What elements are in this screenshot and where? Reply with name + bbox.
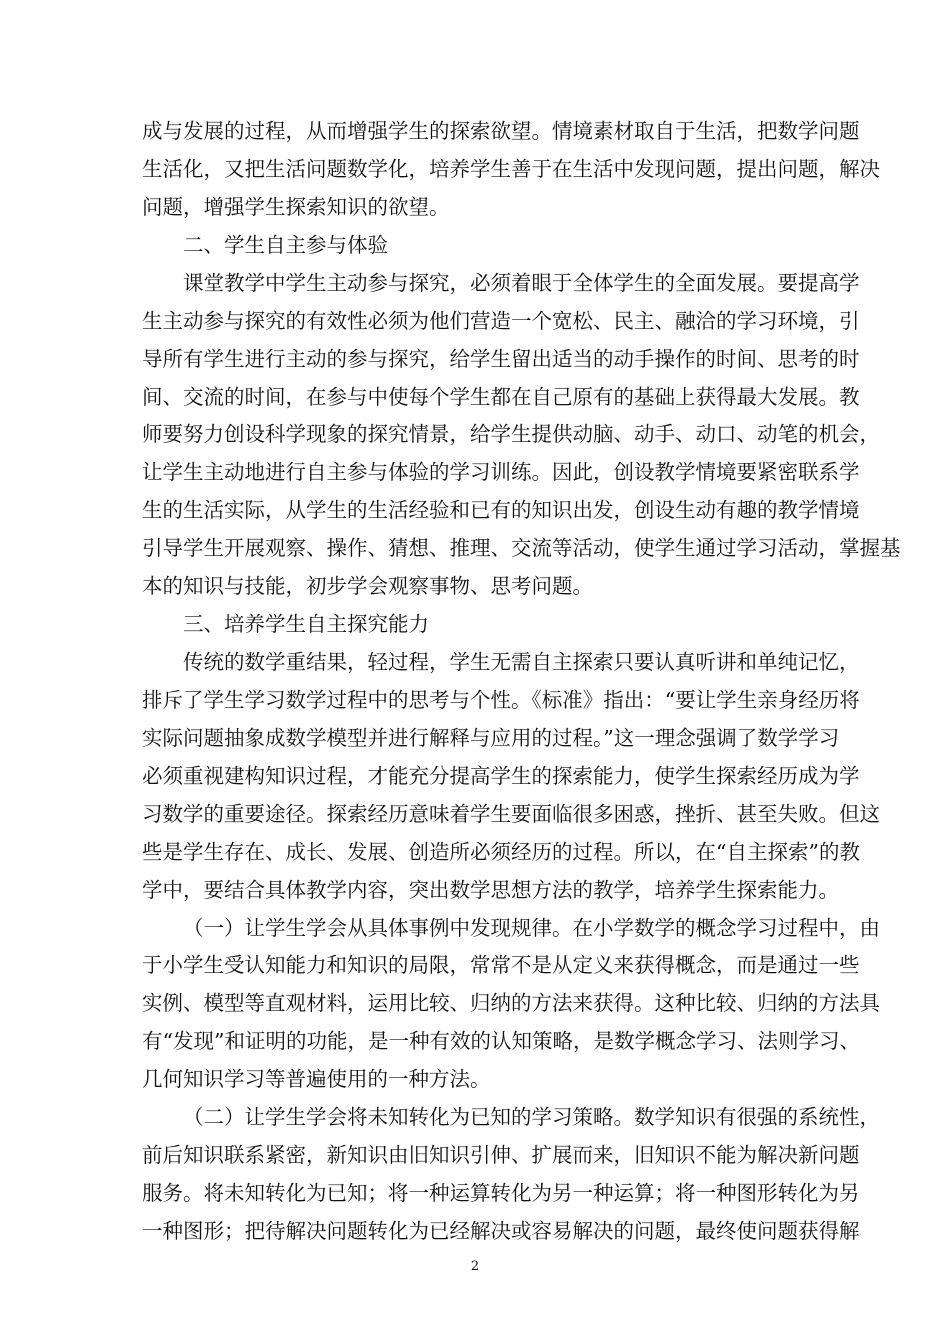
page-number: 2 (470, 1259, 480, 1274)
text-line: 引导学生开展观察、操作、猜想、推理、交流等活动，使学生通过学习活动，掌握基 (142, 536, 901, 560)
text-line: 师要努力创设科学现象的探究情景，给学生提供动脑、动手、动口、动笔的机会， (142, 422, 880, 446)
text-line: 有“发现”和证明的功能，是一种有效的认知策略，是数学概念学习、法则学习、 (142, 1029, 860, 1053)
text-line: 导所有学生进行主动的参与探究，给学生留出适当的动手操作的时间、思考的时 (142, 347, 860, 371)
text-line: 生活化，又把生活问题数学化，培养学生善于在生活中发现问题，提出问题，解决 (142, 157, 880, 181)
text-line: 于小学生受认知能力和知识的局限，常常不是从定义来获得概念，而是通过一些 (142, 953, 860, 977)
section-heading-3: 三、培养学生自主探究能力 (183, 612, 429, 636)
text-line: 让学生主动地进行自主参与体验的学习训练。因此，创设教学情境要紧密联系学 (142, 460, 860, 484)
text-line: 间、交流的时间，在参与中使每个学生都在自己原有的基础上获得最大发展。教 (142, 385, 860, 409)
text-line: 学中，要结合具体教学内容，突出数学思想方法的教学，培养学生探索能力。 (142, 878, 839, 902)
text-line: 问题，增强学生探索知识的欲望。 (142, 195, 450, 219)
text-line: 服务。将未知转化为已知；将一种运算转化为另一种运算；将一种图形转化为另 (142, 1181, 860, 1205)
text-line: 必须重视建构知识过程，才能充分提高学生的探索能力，使学生探索经历成为学 (142, 764, 860, 788)
text-line: 生主动参与探究的有效性必须为他们营造一个宽松、民主、融洽的学习环境，引 (142, 309, 860, 333)
text-line: 课堂教学中学生主动参与探究，必须着眼于全体学生的全面发展。要提高学 (183, 271, 860, 295)
text-line: 习数学的重要途径。探索经历意味着学生要面临很多困惑，挫折、甚至失败。但这 (142, 802, 880, 826)
text-line: 些是学生存在、成长、发展、创造所必须经历的过程。所以，在“自主探索”的教 (142, 840, 860, 864)
subsection-1-line: （一）让学生学会从具体事例中发现规律。在小学数学的概念学习过程中，由 (183, 916, 880, 940)
text-line: 实际问题抽象成数学模型并进行解释与应用的过程。”这一理念强调了数学学习 (142, 726, 840, 750)
text-line: 几何知识学习等普遍使用的一种方法。 (142, 1067, 491, 1091)
text-line: 实例、模型等直观材料，运用比较、归纳的方法来获得。这种比较、归纳的方法具 (142, 991, 880, 1015)
text-line: 本的知识与技能，初步学会观察事物、思考问题。 (142, 574, 593, 598)
text-line: 排斥了学生学习数学过程中的思考与个性。《标准》指出：“要让学生亲身经历将 (142, 688, 860, 712)
subsection-2-line: （二）让学生学会将未知转化为已知的学习策略。数学知识有很强的系统性， (183, 1105, 880, 1129)
text-line: 生的生活实际，从学生的生活经验和已有的知识出发，创设生动有趣的教学情境 (142, 498, 860, 522)
text-line: 一种图形；把待解决问题转化为已经解决或容易解决的问题，最终使问题获得解 (142, 1219, 860, 1243)
text-line: 传统的数学重结果，轻过程，学生无需自主探索只要认真听讲和单纯记忆， (183, 650, 860, 674)
text-line: 成与发展的过程，从而增强学生的探索欲望。情境素材取自于生活，把数学问题 (142, 119, 860, 143)
text-line: 前后知识联系紧密，新知识由旧知识引伸、扩展而来，旧知识不能为解决新问题 (142, 1143, 860, 1167)
section-heading-2: 二、学生自主参与体验 (183, 233, 388, 257)
